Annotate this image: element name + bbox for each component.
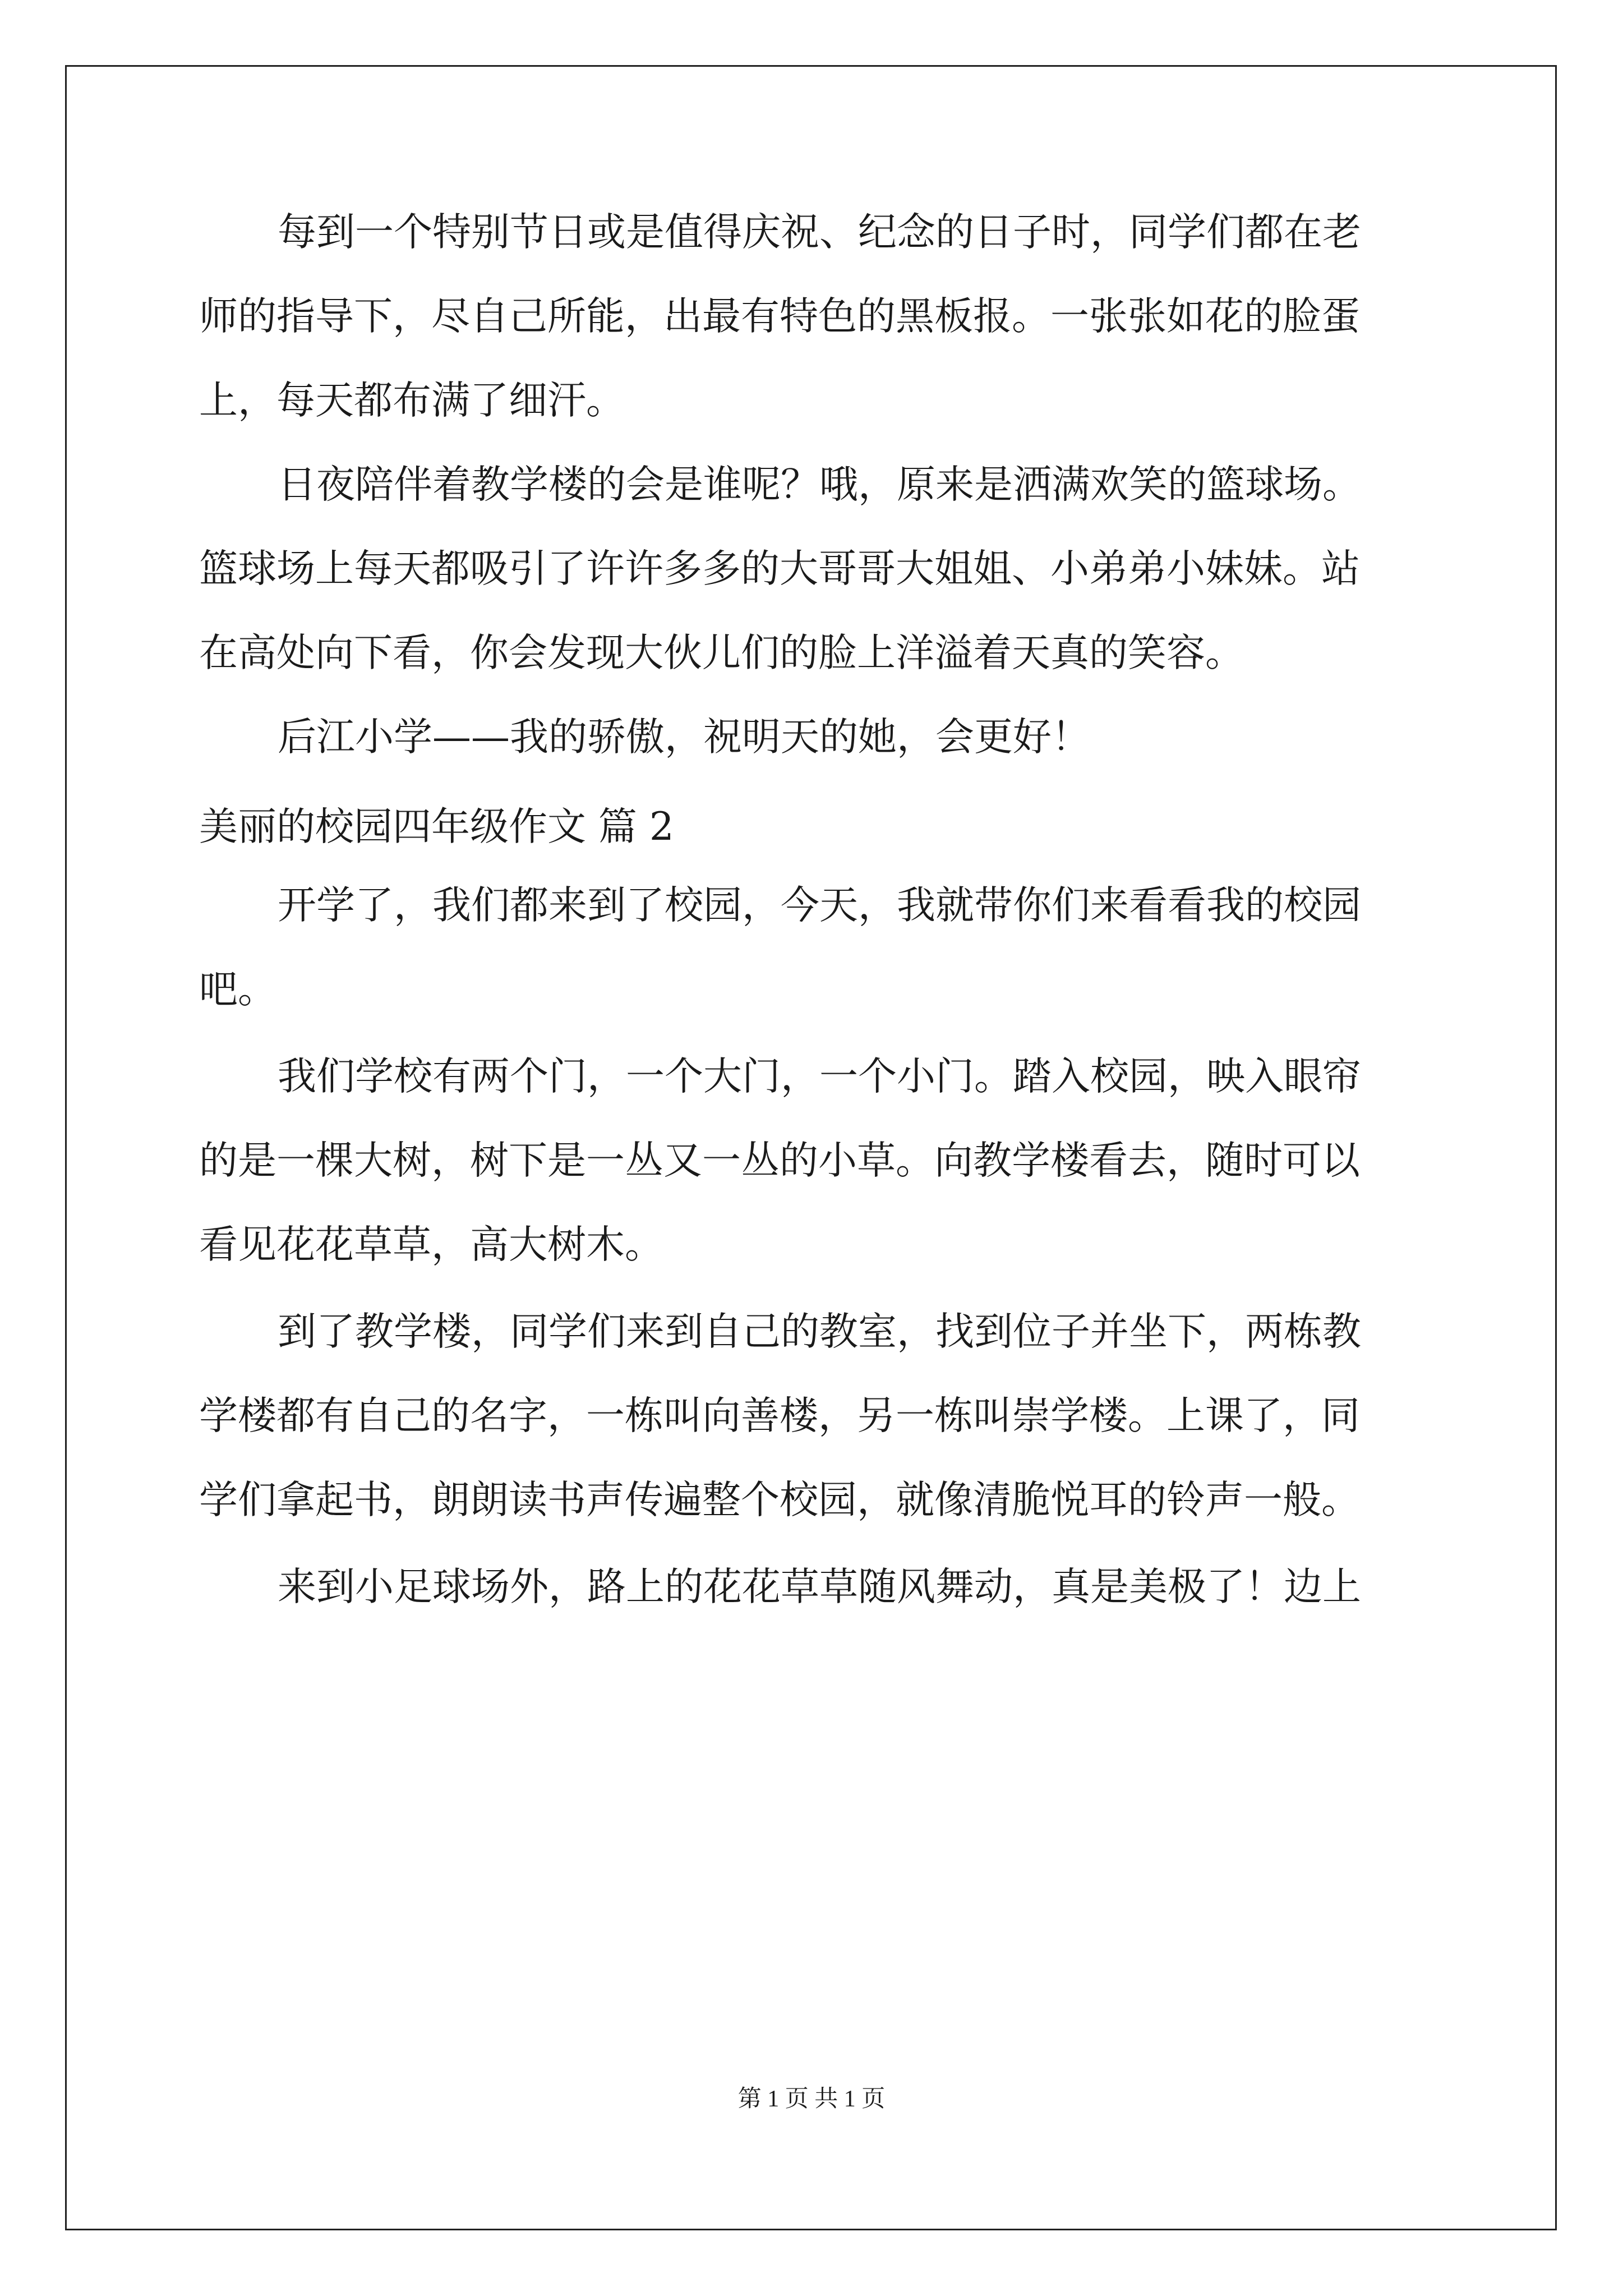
- section-heading: 美丽的校园四年级作文 篇 2: [199, 804, 674, 849]
- paragraph-line: 吧。: [199, 967, 276, 1012]
- paragraph-line: 学楼都有自己的名字，一栋叫向善楼，另一栋叫崇学楼。上课了，同: [199, 1393, 1360, 1438]
- paragraph-line: 日夜陪伴着教学楼的会是谁呢？哦，原来是洒满欢笑的篮球场。: [278, 462, 1361, 507]
- paragraph-line: 的是一棵大树，树下是一丛又一丛的小草。向教学楼看去，随时可以: [199, 1138, 1360, 1183]
- paragraph-line: 我们学校有两个门，一个大门，一个小门。踏入校园，映入眼帘: [278, 1054, 1361, 1099]
- paragraph-line: 看见花花草草，高大树木。: [199, 1222, 663, 1267]
- paragraph-line: 篮球场上每天都吸引了许许多多的大哥哥大姐姐、小弟弟小妹妹。站: [199, 546, 1360, 591]
- paragraph-line: 后江小学——我的骄傲，祝明天的她，会更好！: [278, 715, 1090, 760]
- paragraph-line: 来到小足球场外，路上的花花草草随风舞动，真是美极了！边上: [278, 1565, 1361, 1609]
- paragraph-line: 上，每天都布满了细汗。: [199, 378, 625, 423]
- page-footer: 第 1 页 共 1 页: [737, 2086, 886, 2112]
- paragraph-line: 到了教学楼，同学们来到自己的教室，找到位子并坐下，两栋教: [278, 1309, 1361, 1354]
- paragraph-line: 在高处向下看，你会发现大伙儿们的脸上洋溢着天真的笑容。: [199, 631, 1244, 675]
- paragraph-line: 开学了，我们都来到了校园，今天，我就带你们来看看我的校园: [278, 883, 1361, 928]
- paragraph-line: 每到一个特别节日或是值得庆祝、纪念的日子时，同学们都在老: [278, 210, 1361, 255]
- paragraph-line: 师的指导下，尽自己所能，出最有特色的黑板报。一张张如花的脸蛋: [199, 294, 1360, 339]
- paragraph-line: 学们拿起书，朗朗读书声传遍整个校园，就像清脆悦耳的铃声一般。: [199, 1478, 1360, 1522]
